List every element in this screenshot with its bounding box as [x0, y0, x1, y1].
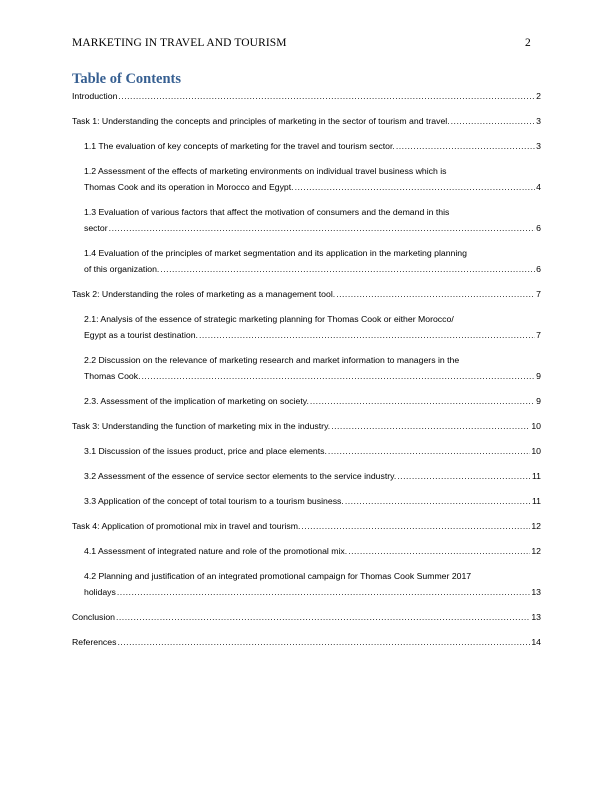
toc-entry-1-3[interactable] — [72, 204, 541, 236]
toc-entry-page: 12 — [531, 521, 541, 531]
toc-entry-text: Conclusion — [72, 612, 115, 622]
toc-entry-page: 3 — [536, 141, 541, 151]
toc-entry-page: 13 — [531, 587, 541, 597]
toc-entry-text: 2.3. Assessment of the implication of marketing on society. — [84, 396, 309, 406]
toc-entry-2-3[interactable] — [72, 393, 541, 409]
toc-entry-page: 6 — [536, 223, 541, 233]
toc-entry-3-2[interactable] — [72, 468, 541, 484]
dot-leader — [348, 543, 530, 559]
toc-entry-task-4[interactable] — [72, 518, 541, 534]
toc-entry-3-3[interactable] — [72, 493, 541, 509]
dot-leader — [109, 220, 535, 236]
toc-entry-text-line-1: 4.2 Planning and justification of an integrated promotional campaign for Thomas Cook Summer 2017 — [84, 571, 472, 581]
running-header-title: MARKETING IN TRAVEL AND TOURISM — [72, 37, 287, 49]
toc-entry-text: Task 1: Understanding the concepts and principles of marketing in the sector of tourism and travel. — [72, 116, 450, 126]
toc-entry-text: holidays — [84, 587, 116, 597]
toc-entry-text: sector — [84, 223, 108, 233]
toc-entry-text-line-1: 2.2 Discussion on the relevance of marketing research and market information to managers in the — [84, 355, 460, 365]
dot-leader — [118, 88, 535, 104]
toc-entry-text: Task 4: Application of promotional mix in travel and tourism. — [72, 521, 301, 531]
toc-entry-page: 9 — [536, 396, 541, 406]
toc-entry-text: of this organization. — [84, 264, 160, 274]
toc-entry-page: 11 — [531, 471, 541, 481]
toc-entry-text: 3.1 Discussion of the issues product, price and place elements. — [84, 446, 327, 456]
dot-leader — [295, 179, 536, 195]
toc-entry-3-1[interactable] — [72, 443, 541, 459]
toc-entry-page: 10 — [531, 446, 541, 456]
toc-heading: Table of Contents — [72, 71, 182, 87]
toc-entry-page: 4 — [536, 182, 541, 192]
toc-entry-page: 13 — [531, 612, 541, 622]
toc-entry-conclusion[interactable] — [72, 609, 541, 625]
toc-entry-page: 9 — [536, 371, 541, 381]
table-of-contents — [72, 88, 541, 650]
toc-entry-page: 10 — [531, 421, 541, 431]
toc-entry-text-line-1: 1.4 Evaluation of the principles of market segmentation and its application in the marketing planning — [84, 248, 467, 258]
toc-entry-text: References — [72, 637, 117, 647]
dot-leader — [117, 584, 530, 600]
toc-entry-references[interactable] — [72, 634, 541, 650]
toc-entry-1-4[interactable] — [72, 245, 541, 277]
toc-entry-task-2[interactable] — [72, 286, 541, 302]
toc-entry-page: 7 — [536, 289, 541, 299]
toc-entry-page: 6 — [536, 264, 541, 274]
toc-entry-2-2[interactable] — [72, 352, 541, 384]
dot-leader — [336, 286, 535, 302]
toc-entry-page: 11 — [531, 496, 541, 506]
dot-leader — [396, 138, 535, 154]
dot-leader — [142, 368, 536, 384]
toc-entry-text: Thomas Cook and its operation in Morocco and Egypt. — [84, 182, 294, 192]
dot-leader — [310, 393, 535, 409]
toc-entry-text-line-1: 1.2 Assessment of the effects of marketing environments on individual travel business which is — [84, 166, 447, 176]
dot-leader — [116, 609, 530, 625]
dot-leader — [451, 113, 536, 129]
toc-entry-text: Thomas Cook. — [84, 371, 141, 381]
toc-entry-4-2[interactable] — [72, 568, 541, 600]
toc-entry-text: Egypt as a tourist destination. — [84, 330, 198, 340]
toc-entry-page: 2 — [536, 91, 541, 101]
dot-leader — [331, 418, 530, 434]
dot-leader — [160, 261, 535, 277]
toc-entry-1-1[interactable] — [72, 138, 541, 154]
toc-entry-text: 3.3 Application of the concept of total tourism to a tourism business. — [84, 496, 344, 506]
toc-entry-2-1[interactable] — [72, 311, 541, 343]
toc-entry-task-1[interactable] — [72, 113, 541, 129]
dot-leader — [328, 443, 530, 459]
toc-entry-introduction[interactable] — [72, 88, 541, 104]
toc-entry-text: 1.1 The evaluation of key concepts of marketing for the travel and tourism sector. — [84, 141, 395, 151]
dot-leader — [397, 468, 531, 484]
toc-entry-text-line-1: 2.1: Analysis of the essence of strategic marketing planning for Thomas Cook or either Morocco/ — [84, 314, 454, 324]
toc-entry-page: 7 — [536, 330, 541, 340]
running-header-page-number: 2 — [525, 37, 531, 49]
toc-entry-task-3[interactable] — [72, 418, 541, 434]
toc-entry-page: 12 — [531, 546, 541, 556]
toc-entry-4-1[interactable] — [72, 543, 541, 559]
dot-leader — [301, 518, 530, 534]
toc-entry-text: 3.2 Assessment of the essence of service sector elements to the service industry. — [84, 471, 397, 481]
toc-entry-text: Introduction — [72, 91, 118, 101]
toc-entry-text-line-1: 1.3 Evaluation of various factors that affect the motivation of consumers and the demand in this — [84, 207, 450, 217]
toc-entry-page: 3 — [536, 116, 541, 126]
dot-leader — [199, 327, 535, 343]
toc-entry-1-2[interactable] — [72, 163, 541, 195]
dot-leader — [117, 634, 530, 650]
toc-entry-text: Task 2: Understanding the roles of marketing as a management tool. — [72, 289, 336, 299]
toc-entry-text: Task 3: Understanding the function of marketing mix in the industry. — [72, 421, 331, 431]
dot-leader — [345, 493, 531, 509]
toc-entry-page: 14 — [531, 637, 541, 647]
toc-entry-text: 4.1 Assessment of integrated nature and role of the promotional mix. — [84, 546, 348, 556]
